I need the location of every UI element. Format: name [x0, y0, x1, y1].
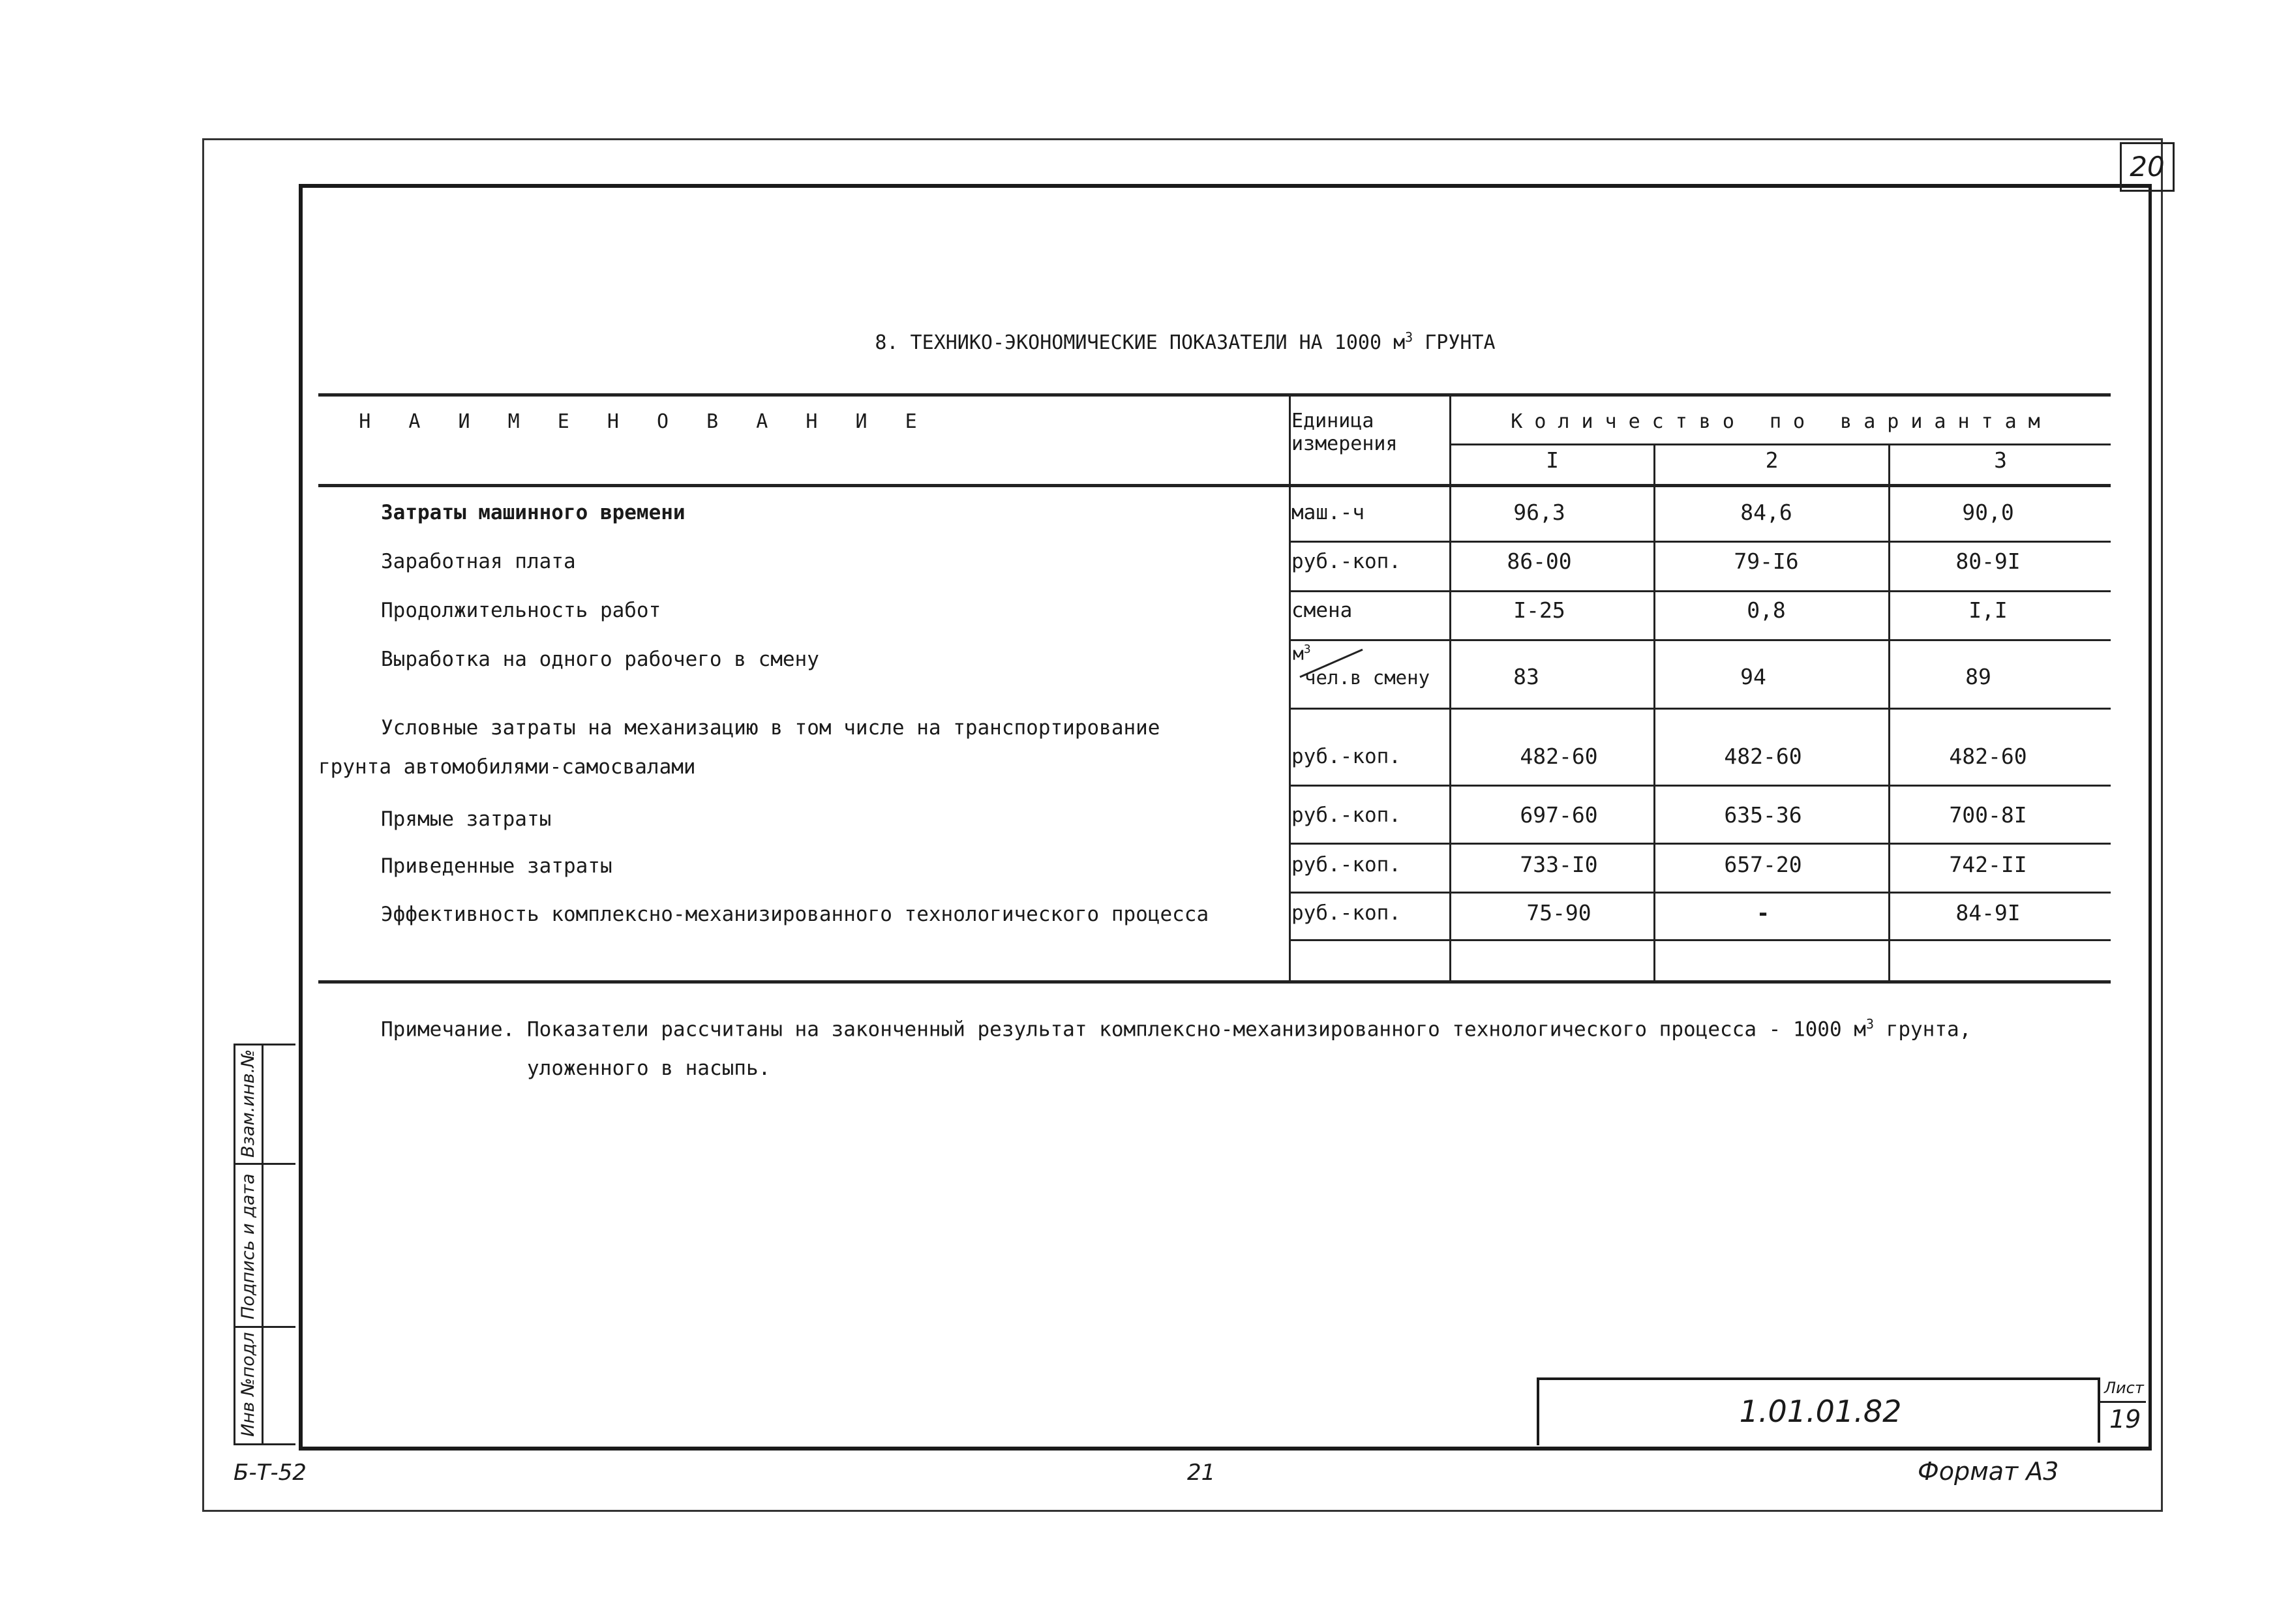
- row-unit: руб.-коп.: [1291, 745, 1401, 768]
- page-title: 8. ТЕХНИКО-ЭКОНОМИЧЕСКИЕ ПОКАЗАТЕЛИ НА 1000 $м^3$ ГРУНТА: [875, 329, 1496, 354]
- sheet-number-top: 20: [2120, 142, 2175, 192]
- row-value: I-25: [1513, 597, 1565, 623]
- row-rule: [1290, 892, 2111, 894]
- row-name: Продолжительность работ: [381, 599, 661, 622]
- row-rule: [1290, 785, 2111, 787]
- row-unit: смена: [1291, 599, 1353, 622]
- row-name: Приведенные затраты: [381, 854, 612, 878]
- header-quantity: Количество по вариантам: [1511, 410, 2052, 433]
- row-value: 83: [1513, 664, 1539, 689]
- list-label: Лист: [2104, 1379, 2144, 1397]
- header-bottom-rule: [318, 484, 2111, 487]
- row-name: Заработная плата: [381, 550, 576, 573]
- note-line-2: уложенного в насыпь.: [527, 1057, 771, 1080]
- row-value: 90,0: [1962, 500, 2014, 525]
- row-rule: [1290, 639, 2111, 641]
- row-unit: руб.-коп.: [1291, 853, 1401, 877]
- list-number: 19: [2109, 1405, 2141, 1434]
- note-line-1: Примечание. Показатели рассчитаны на законченный результат комплексно-механизированного технологического процесса - 1000 $м^3$ грунта,: [381, 1016, 1972, 1042]
- row-unit: руб.-коп.: [1291, 901, 1401, 925]
- row-value: 482-60: [1949, 744, 2027, 769]
- row-name: Прямые затраты: [381, 807, 552, 831]
- row-value: -: [1757, 900, 1770, 925]
- row-unit: руб.-коп.: [1291, 804, 1401, 827]
- row-value: 86-00: [1507, 549, 1572, 574]
- row-value: 84-9I: [1955, 900, 2021, 925]
- col-divider: [1289, 393, 1291, 980]
- side-label-inv-podl: Инв №подл: [238, 1332, 258, 1437]
- row-rule: [1290, 843, 2111, 845]
- row-name: Затраты машинного времени: [381, 501, 686, 524]
- row-value: 0,8: [1747, 597, 1786, 623]
- drawing-frame: [299, 184, 2152, 1451]
- row-value: 79-I6: [1734, 549, 1799, 574]
- row-value: 635-36: [1724, 802, 1802, 828]
- row-unit-bottom: чел.в смену: [1304, 667, 1430, 689]
- footer-page-number: 21: [1187, 1460, 1216, 1486]
- row-value: 700-8I: [1949, 802, 2027, 828]
- header-variant-3: 3: [1994, 447, 2007, 473]
- row-rule: [1290, 590, 2111, 592]
- row-value: 482-60: [1724, 744, 1802, 769]
- row-value: 733-I0: [1520, 852, 1598, 877]
- row-value: 80-9I: [1955, 549, 2021, 574]
- row-name: Выработка на одного рабочего в смену: [381, 648, 819, 671]
- row-unit: маш.-ч: [1291, 501, 1365, 524]
- header-name: Н А И М Е Н О В А Н И Е: [359, 410, 930, 433]
- row-name: Эффективность комплексно-механизированного технологического процесса: [381, 903, 1209, 926]
- row-value: 75-90: [1526, 900, 1591, 925]
- row-value: 657-20: [1724, 852, 1802, 877]
- footer-format: Формат А3: [1918, 1457, 2059, 1486]
- row-rule: [1290, 541, 2111, 543]
- table-bottom-rule: [318, 980, 2111, 984]
- row-name-line2: грунта автомобилями-самосвалами: [318, 755, 696, 779]
- list-box: [2098, 1377, 2146, 1443]
- row-value: 84,6: [1740, 500, 1792, 525]
- row-value: 89: [1965, 664, 1991, 689]
- row-name-line1: Условные затраты на механизацию в том числе на транспортирование: [381, 716, 1160, 740]
- row-value: 482-60: [1520, 744, 1598, 769]
- row-value: 697-60: [1520, 802, 1598, 828]
- row-value: 94: [1740, 664, 1766, 689]
- row-value: I,I: [1968, 597, 2008, 623]
- table-top-rule: [318, 393, 2111, 397]
- row-value: 96,3: [1513, 500, 1565, 525]
- row-rule: [1290, 708, 2111, 710]
- row-unit: руб.-коп.: [1291, 550, 1401, 573]
- footer-left: Б-Т-52: [234, 1460, 307, 1486]
- document-code: 1.01.01.82: [1739, 1394, 1902, 1429]
- header-variant-2: 2: [1765, 447, 1779, 473]
- side-label-podpis: Подпись и дата: [238, 1173, 258, 1319]
- header-variant-1: I: [1546, 447, 1559, 473]
- row-rule: [1290, 939, 2111, 941]
- variants-rule: [1449, 444, 2111, 445]
- header-unit: Единица измерения: [1291, 410, 1398, 455]
- row-unit-top: $м^3$: [1293, 642, 1311, 665]
- side-stamp-column: [234, 1044, 295, 1445]
- row-value: 742-II: [1949, 852, 2027, 877]
- side-label-vzam: Взам.инв.№: [238, 1049, 258, 1158]
